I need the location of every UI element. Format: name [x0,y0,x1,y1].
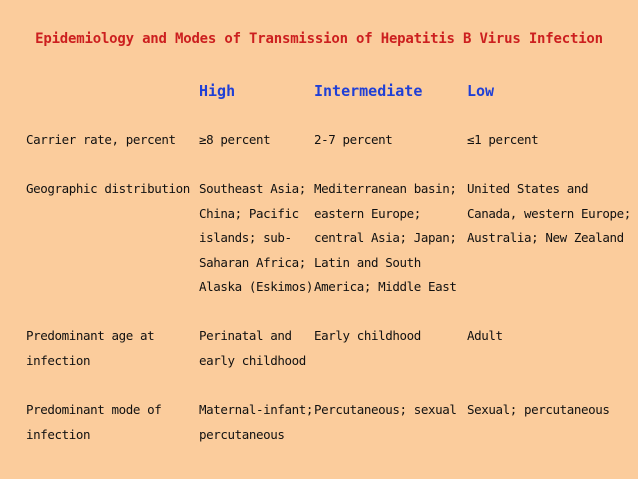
column-header-high: High [199,82,236,100]
cell-carrier-rate-high: ≥8 percent [199,132,271,147]
cell-geographic-low: United States and Canada, western Europe; Australia; New Zealand [467,181,631,245]
cell-mode-low: Sexual; percutaneous [467,402,610,417]
cell-geographic-intermediate: Mediterranean basin; eastern Europe; central Asia; Japan; Latin and South America; Middle East [314,181,457,294]
row-label-carrier-rate: Carrier rate, percent [26,132,176,147]
row-label-geographic-distribution: Geographic distribution [26,181,190,196]
column-header-intermediate: Intermediate [314,82,423,100]
cell-carrier-rate-intermediate: 2-7 percent [314,132,393,147]
cell-age-high: Perinatal and early childhood [199,328,306,368]
cell-mode-intermediate: Percutaneous; sexual [314,402,457,417]
cell-mode-high: Maternal-infant; percutaneous [199,402,314,442]
row-label-predominant-mode: Predominant mode of infection [26,402,162,442]
cell-geographic-high: Southeast Asia; China; Pacific islands; sub- Saharan Africa; Alaska (Eskimos) [199,181,314,294]
row-label-predominant-age: Predominant age at infection [26,328,155,368]
cell-carrier-rate-low: ≤1 percent [467,132,539,147]
cell-age-intermediate: Early childhood [314,328,421,343]
cell-age-low: Adult [467,328,503,343]
column-header-low: Low [467,82,495,100]
slide-title: Epidemiology and Modes of Transmission of Hepatitis B Virus Infection [35,31,603,47]
